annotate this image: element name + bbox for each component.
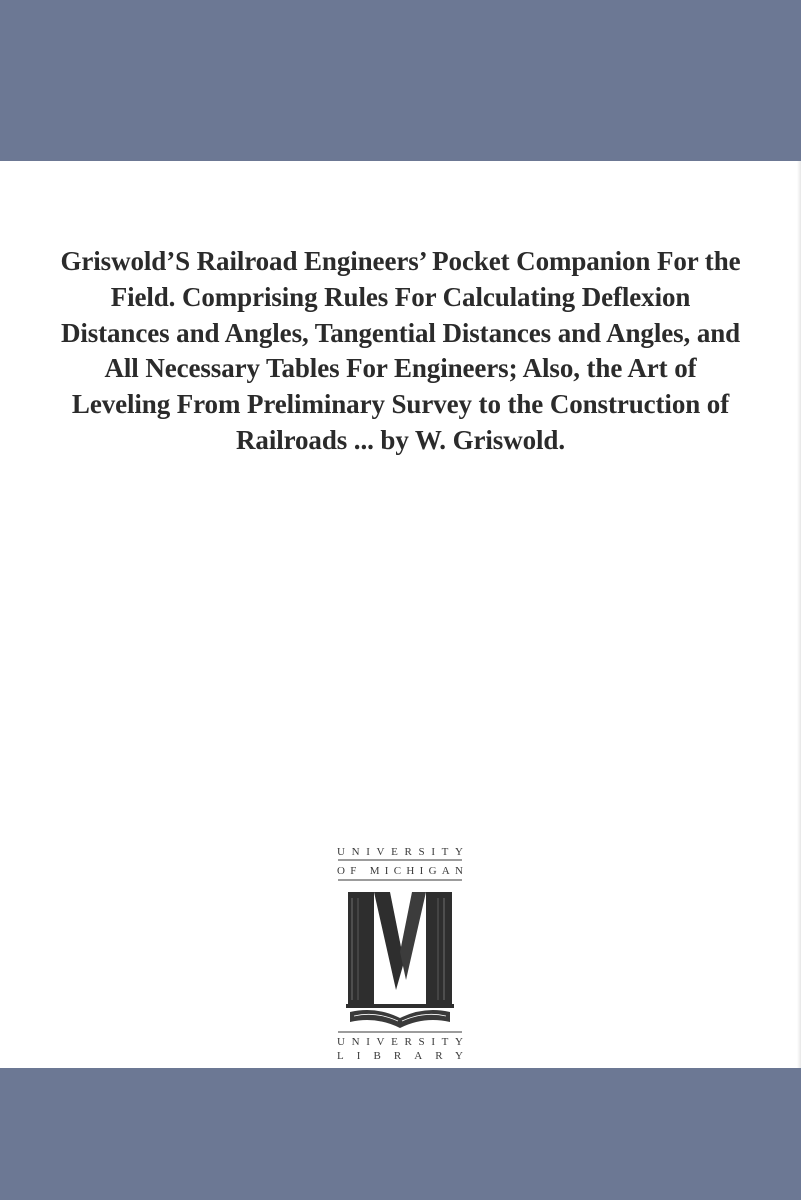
logo-seal-icon bbox=[332, 840, 468, 1062]
book-title: Griswold’S Railroad Engineers’ Pocket Companion For the Field. Comprising Rules For Calculating Deflexion Distances and Angles, Tangential Distances and Angles, and All Necessary Tables For Engineers; Also, the Art of Leveling From Preliminary Survey to the Construction of Railroads ... by W. Griswold. bbox=[60, 246, 741, 455]
page-edge bbox=[797, 161, 801, 1068]
logo-text-library: LIBRARY bbox=[337, 1050, 463, 1062]
logo-text-university-bottom: UNIVERSITY bbox=[337, 1036, 463, 1048]
logo-text-of-michigan: OF MICHIGAN bbox=[337, 865, 463, 877]
university-of-michigan-library-logo bbox=[332, 840, 468, 1062]
bottom-color-band bbox=[0, 1068, 801, 1200]
logo-text-university-top: UNIVERSITY bbox=[337, 846, 463, 858]
logo-m-mark bbox=[346, 888, 454, 1008]
top-color-band bbox=[0, 0, 801, 161]
logo-book-icon bbox=[350, 1010, 450, 1028]
